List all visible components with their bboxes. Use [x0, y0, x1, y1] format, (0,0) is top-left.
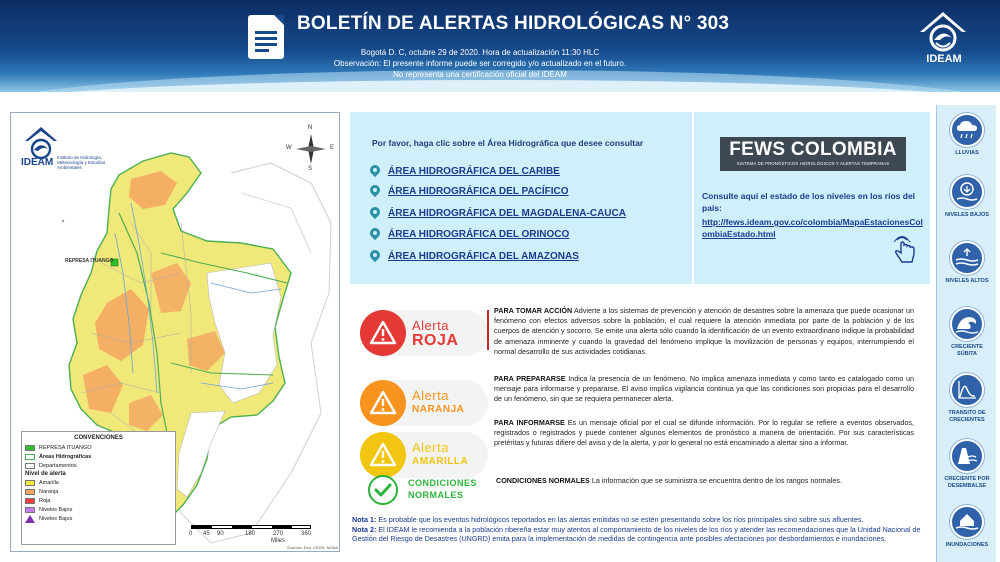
alert-badge-naranja [360, 380, 488, 426]
alert-level: AMARILLA [412, 456, 469, 467]
warning-icon [360, 310, 406, 356]
map-legend [21, 431, 176, 545]
alert-text-naranja [494, 374, 914, 405]
page-title: BOLETÍN DE ALERTAS HIDROLÓGICAS N° 303 [297, 13, 730, 34]
sidebar-item-creciente-subita[interactable] [941, 307, 993, 357]
area-link-label[interactable]: ÁREA HIDROGRÁFICA DEL MAGDALENA-CAUCA [388, 207, 626, 219]
alert-text-amarilla [494, 418, 914, 449]
alert-heading: PARA INFORMARSE [494, 418, 565, 427]
warning-icon [360, 380, 406, 426]
scale-tick: 180 [245, 531, 256, 537]
note-label: Nota 2: [352, 524, 377, 534]
fews-text: Consulte aquí el estado de los niveles en los ríos del país: [702, 191, 916, 213]
fews-link[interactable]: http://fews.ideam.gov.co/colombia/MapaEstacionesColombiaEstado.html [702, 217, 923, 239]
alert-body: Es un mensaje oficial por el cual se difunde información. Por lo regular se refiere a eventos observados, registrados o registrados y puede contener algunos elementos de pronóstico a manera de orientación. Por sus características pretéritas y futuras difiere del aviso y de la alerta, y por lo general no está encaminado a alertar sino a informar. [494, 418, 914, 448]
sidebar-label: CRECIENTE SÚBITA [951, 344, 983, 357]
alert-word: Alerta [412, 440, 449, 455]
flash-flood-icon [950, 307, 984, 341]
alert-body: Indica la presencia de un fenómeno. No implica amenaza inmediata y como tanto es catalogado como un mensaje para informarse y prepararse. El aviso implica vigilancia continua ya que las condiciones son propicias para el desarrollo de un fenómeno, sin que se requiera permanecer alerta. [494, 374, 915, 404]
legend-label: Roja [39, 497, 51, 504]
area-link-label[interactable]: ÁREA HIDROGRÁFICA DEL AMAZONAS [388, 250, 579, 262]
legend-level [25, 514, 172, 523]
location-pin-icon [370, 185, 380, 198]
hydrographic-areas-panel [350, 112, 692, 284]
flood-transit-icon [950, 373, 984, 407]
compass-rose [286, 125, 335, 172]
sidebar-item-inundaciones[interactable] [941, 505, 993, 549]
sidebar-item-niveles-altos[interactable] [941, 241, 993, 285]
legend-swatch [25, 445, 35, 451]
legend-swatch [25, 498, 35, 504]
sidebar-label: NIVELES ALTOS [945, 278, 989, 284]
scale-tick: 0 [189, 531, 193, 537]
compass-icon [293, 131, 329, 167]
legend-swatch [25, 463, 35, 469]
rain-cloud-icon [950, 113, 984, 147]
area-link-label[interactable]: ÁREA HIDROGRÁFICA DEL CARIBE [388, 165, 560, 177]
alert-word: Alerta [412, 318, 449, 333]
alert-heading: PARA PREPARARSE [494, 374, 566, 383]
sidebar-label: NIVELES BAJOS [944, 212, 989, 218]
legend-label: Departamentos [39, 462, 77, 469]
document-icon [248, 15, 284, 59]
flood-house-icon [950, 505, 984, 539]
area-link-orinoco[interactable] [370, 225, 569, 243]
area-link-pacifico[interactable] [370, 182, 569, 200]
legend-level [25, 496, 172, 505]
high-level-icon [950, 241, 984, 275]
legend-level-title: Nivel de alerta [25, 471, 66, 477]
map-logo-institute: Instituto de Hidrología, Meteorología y Estudios Ambientales [57, 155, 106, 170]
legend-label: Naranja [39, 488, 59, 495]
low-level-icon [950, 175, 984, 209]
compass-e: E [330, 145, 335, 151]
location-pin-icon [370, 165, 380, 178]
header-subtitle [330, 47, 630, 80]
header-observation-line: Observación: El presente informe puede ser corregido y/o actualizado en el futuro. [333, 59, 627, 68]
legend-item [25, 461, 172, 470]
scale-bar-graphic [191, 525, 311, 529]
note-text: Es probable que los eventos hidrológicos reportados en las alertas emitidas no se estén presentando sobre los ríos principales sino sobre sus afluentes. [378, 515, 864, 524]
colombia-alert-map[interactable] [10, 112, 340, 552]
legend-level [25, 505, 172, 514]
legend-label: Áreas Hidrográficas [39, 453, 92, 460]
alert-level: NARANJA [412, 404, 465, 415]
sidebar-label: CRECIENTE POR DESEMBALSE [944, 476, 990, 489]
area-link-caribe[interactable] [370, 162, 560, 180]
triangle-marker-icon [25, 515, 35, 523]
phenomena-sidebar [936, 105, 996, 562]
note-1 [352, 515, 927, 525]
legend-item [25, 443, 172, 452]
alert-body: La información que se suministra se encuentra dentro de los rangos normales. [591, 476, 842, 485]
ideam-logo-text: IDEAM [926, 53, 962, 65]
sidebar-label: LLUVIAS [955, 150, 979, 156]
header-banner [0, 0, 1000, 92]
area-link-magdalena-cauca[interactable] [370, 204, 626, 222]
area-link-amazonas[interactable] [370, 247, 579, 265]
location-pin-icon [370, 207, 380, 220]
fews-title: FEWS COLOMBIA [729, 139, 897, 160]
alert-text-normales [496, 476, 916, 486]
alert-badge-normales [360, 472, 488, 508]
alert-badge-roja [360, 310, 488, 356]
note-text: El IDEAM le recomienda a la población ribereña estar muy atentos al comportamiento de los niveles de los ríos y atender las recomendaciones que la Unidad Nacional de Gestión del Riesgo de Desastres (UNGRD) emita para la implementación de medidas de contingencia ante posibles afectaciones por desbordamientos e inundaciones. [352, 524, 921, 544]
compass-n: N [308, 125, 313, 131]
sidebar-item-niveles-bajos[interactable] [941, 175, 993, 219]
legend-level [25, 487, 172, 496]
alert-divider [487, 310, 489, 350]
scale-tick: 270 [273, 531, 284, 537]
alert-text-roja [494, 306, 914, 357]
sidebar-item-creciente-desembalse[interactable] [941, 439, 993, 489]
map-source: Sources: Esri, USGS, NOAA [287, 545, 338, 550]
alert-word: Alerta [412, 388, 449, 403]
alert-heading: PARA TOMAR ACCIÓN [494, 306, 573, 315]
legend-swatch [25, 507, 35, 513]
sidebar-item-transito-crecientes[interactable] [941, 373, 993, 423]
area-link-label[interactable]: ÁREA HIDROGRÁFICA DEL ORINOCO [388, 228, 570, 240]
note-2 [352, 525, 927, 544]
map-logo-text: IDEAM [21, 157, 54, 168]
ideam-map-logo-icon [21, 123, 121, 179]
alert-body: Advierte a los sistemas de prevención y atención de desastres sobre la amenaza que puede ocasionar un fenómeno con efectos adversos sobre la población, el cual requiere la atención inmediata por parte de la población y de los cuerpos de atención y socorro. Se emite una alerta sólo cuando la identificación de un evento extraordinario indique la probabilidad de amenaza inminente y cuando la gravedad del fenómeno implique la movilización de personas y equipos, interrumpiendo el normal desarrollo de sus actividades cotidianas. [494, 306, 914, 356]
scale-tick: 45 [203, 531, 210, 537]
legend-swatch [25, 489, 35, 495]
pointing-hand-icon [892, 235, 918, 265]
map-scale-bar [189, 525, 338, 550]
fews-description [702, 190, 924, 240]
alert-word: CONDICIONES [408, 478, 478, 488]
fews-panel [694, 112, 930, 284]
sidebar-label: INUNDACIONES [945, 542, 989, 548]
note-label: Nota 1: [352, 515, 377, 524]
scale-unit: Miles [271, 538, 286, 544]
legend-label: REPRESA ITUANGO [39, 444, 92, 451]
legend-title: CONVENCIONES [74, 435, 123, 441]
scale-tick: 90 [217, 531, 224, 537]
header-disclaimer-line: No representa una certificación oficial del IDEAM [393, 70, 567, 79]
legend-level [25, 478, 172, 487]
alert-heading: CONDICIONES NORMALES [496, 476, 590, 485]
location-pin-icon [370, 250, 380, 263]
alert-level: NORMALES [408, 490, 464, 500]
legend-label: Niveles Bajos [39, 506, 73, 513]
compass-s: S [308, 166, 313, 172]
areas-prompt: Por favor, haga clic sobre el Área Hidrográfica que desee consultar [372, 138, 644, 148]
fews-subtitle: SISTEMA DE PRONÓSTICOS HIDROLÓGICOS Y ALERTAS TEMPRANAS [736, 161, 890, 166]
sidebar-label: TRANSITO DE CRECIENTES [948, 410, 986, 423]
dam-release-icon [950, 439, 984, 473]
legend-item [25, 452, 172, 461]
scale-tick: 360 [301, 531, 312, 537]
legend-swatch [25, 454, 35, 460]
area-link-label[interactable]: ÁREA HIDROGRÁFICA DEL PACÍFICO [388, 185, 569, 197]
sidebar-item-lluvias[interactable] [941, 113, 993, 157]
check-icon [368, 475, 398, 505]
compass-w: W [286, 145, 292, 151]
alert-level: ROJA [412, 332, 459, 349]
header-date-line: Bogotá D. C, octubre 29 de 2020. Hora de actualización 11:30 HLC [360, 48, 600, 57]
bulletin-notes [352, 515, 927, 544]
alert-definitions [350, 294, 928, 510]
legend-label: Niveles Bajos [39, 515, 73, 522]
legend-swatch [25, 480, 35, 486]
represa-map-label: REPRESA ITUANGO [65, 258, 114, 264]
legend-label: Amarilla [39, 479, 59, 486]
fews-logo[interactable] [720, 137, 906, 171]
location-pin-icon [370, 228, 380, 241]
